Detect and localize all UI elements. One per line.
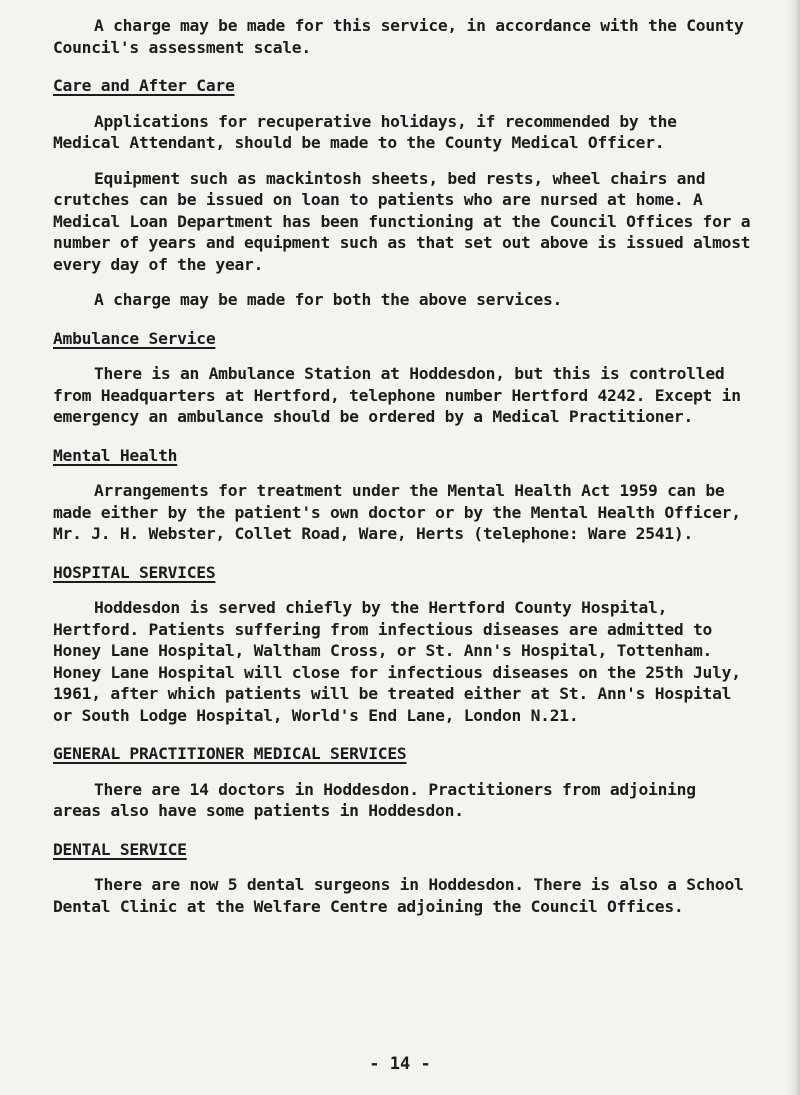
paragraph-gp-services: There are 14 doctors in Hoddesdon. Practitioners from adjoining areas also have some patients in Hoddesdon. xyxy=(53,779,706,820)
paragraph-equipment-loan: Equipment such as mackintosh sheets, bed rests, wheel chairs and crutches can be issued on loan to patients who are nursed at home. A Medical Loan Department has been functioning at the Council Offices for a number of years and equipment such as that set out above is issued almost every day of the year. xyxy=(53,168,760,274)
paragraph-dental-service: There are now 5 dental surgeons in Hoddesdon. There is also a School Dental Clinic at the Welfare Centre adjoining the Council Offices. xyxy=(53,875,754,916)
heading-ambulance-service: Ambulance Service xyxy=(53,328,216,348)
paragraph-recuperative-holidays: Applications for recuperative holidays, if recommended by the Medical Attendant, should be made to the County Medical Officer. xyxy=(53,111,687,152)
paragraph-charge-note: A charge may be made for both the above services. xyxy=(94,290,563,309)
document-body xyxy=(53,15,760,917)
heading-hospital-services: HOSPITAL SERVICES xyxy=(53,562,216,582)
paragraph-hospital-services: Hoddesdon is served chiefly by the Hertford County Hospital, Hertford. Patients suffering from infectious diseases are admitted to Honey Lane Hospital, Waltham Cross, or St. Ann's Hospital, Tottenham. Honey Lane Hospital will close for infectious diseases on the 25th July, 1961, after which patients will be treated either at St. Ann's Hospital or South Lodge Hospital, World's End Lane, London N.21. xyxy=(53,598,751,725)
heading-gp-medical-services: GENERAL PRACTITIONER MEDICAL SERVICES xyxy=(53,744,407,763)
heading-care-after-care: Care and After Care xyxy=(53,76,235,95)
intro-paragraph: A charge may be made for this service, in accordance with the County Council's assessment scale. xyxy=(53,16,754,57)
heading-dental-service: DENTAL SERVICE xyxy=(53,839,187,859)
page-edge-shadow xyxy=(786,0,800,1095)
paragraph-mental-health: Arrangements for treatment under the Mental Health Act 1959 can be made either by the patient's own doctor or by the Mental Health Officer, Mr. J. H. Webster, Collet Road, Ware, Herts (telephone: Ware 2541). xyxy=(53,481,751,543)
heading-mental-health: Mental Health xyxy=(53,445,178,465)
page-number: - 14 - xyxy=(369,1054,431,1074)
paragraph-ambulance: There is an Ambulance Station at Hoddesdon, but this is controlled from Headquarters at Hertford, telephone number Hertford 4242. Except in emergency an ambulance should be ordered by a Medical Practitioner. xyxy=(53,364,751,426)
